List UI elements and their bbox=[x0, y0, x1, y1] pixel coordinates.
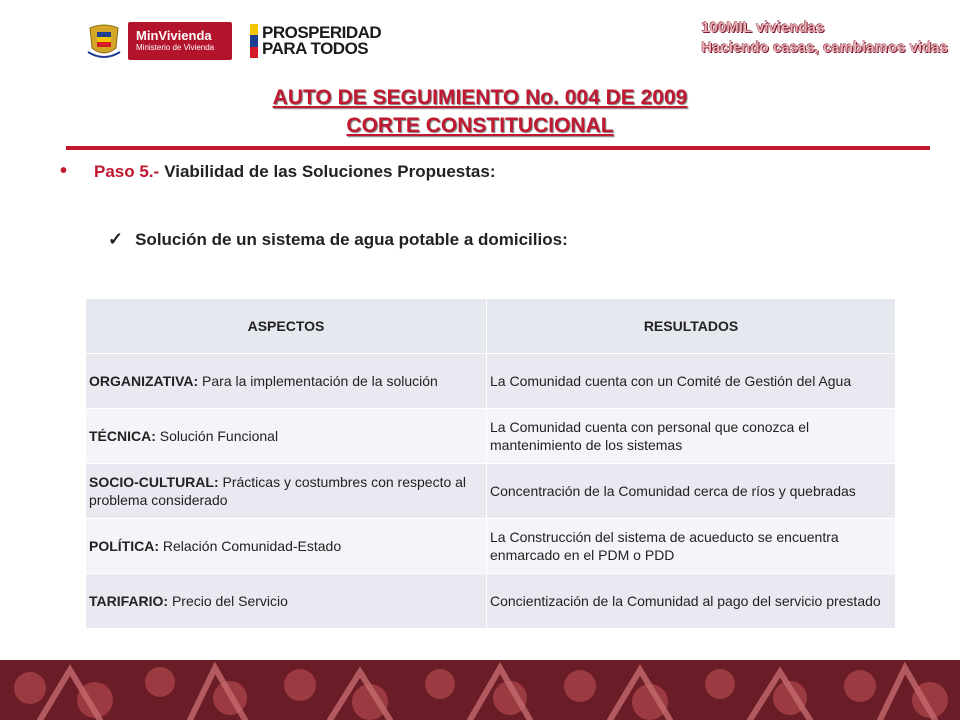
table-row bbox=[86, 574, 896, 629]
aspect-text: Precio del Servicio bbox=[168, 593, 288, 609]
header-resultados: RESULTADOS bbox=[487, 299, 896, 354]
prosperidad-line2: PARA TODOS bbox=[262, 39, 369, 58]
aspect-text: Prácticas y costumbres con respecto al problema considerado bbox=[89, 474, 467, 508]
table-row bbox=[86, 519, 896, 574]
result-cell: La Comunidad cuenta con un Comité de Gestión del Agua bbox=[487, 354, 896, 409]
slogan-line1: 100MIL viviendas bbox=[701, 19, 825, 36]
aspect-text: Relación Comunidad-Estado bbox=[159, 538, 342, 554]
check-text: Solución de un sistema de agua potable a domicilios: bbox=[135, 229, 568, 249]
slogan bbox=[701, 18, 948, 58]
prosperidad-line1: PROSPERIDAD bbox=[262, 23, 382, 42]
bullet-paso bbox=[60, 160, 496, 183]
result-cell: La Construcción del sistema de acueducto se encuentra enmarcado en el PDM o PDD bbox=[487, 519, 896, 574]
aspect-label: TÉCNICA: bbox=[89, 428, 156, 444]
page-title bbox=[0, 84, 960, 140]
aspect-label: ORGANIZATIVA: bbox=[89, 373, 199, 389]
prosperidad-logo bbox=[250, 24, 381, 58]
aspect-cell bbox=[86, 574, 487, 629]
bullet-icon: • bbox=[60, 160, 68, 182]
result-cell: La Comunidad cuenta con personal que conozca el mantenimiento de los sistemas bbox=[487, 409, 896, 464]
aspect-cell bbox=[86, 354, 487, 409]
title-divider bbox=[66, 146, 930, 150]
colombia-crest-icon bbox=[86, 22, 122, 60]
aspect-label: SOCIO-CULTURAL: bbox=[89, 474, 219, 490]
ministry-name: MinVivienda bbox=[136, 28, 212, 43]
results-table bbox=[86, 299, 896, 629]
result-cell: Concentración de la Comunidad cerca de ríos y quebradas bbox=[487, 464, 896, 519]
result-cell: Concientización de la Comunidad al pago del servicio prestado bbox=[487, 574, 896, 629]
ministry-sub: Ministerio de Vivienda bbox=[136, 43, 215, 52]
aspect-cell bbox=[86, 519, 487, 574]
slogan-line2: Haciendo casas, cambiamos vidas bbox=[701, 39, 948, 56]
aspect-cell bbox=[86, 409, 487, 464]
aspect-cell bbox=[86, 464, 487, 519]
table-row bbox=[86, 354, 896, 409]
paso-text: Viabilidad de las Soluciones Propuestas: bbox=[164, 161, 496, 181]
crowd-photo-banner bbox=[0, 660, 960, 720]
checkmark-icon: ✓ bbox=[108, 229, 124, 249]
table-row bbox=[86, 464, 896, 519]
minvivienda-logo bbox=[128, 22, 232, 60]
aspect-label: POLÍTICA: bbox=[89, 538, 159, 554]
paso-label: Paso 5.- bbox=[94, 161, 160, 181]
aspect-label: TARIFARIO: bbox=[89, 593, 169, 609]
flag-bars-icon bbox=[250, 24, 258, 58]
aspect-text: Para la implementación de la solución bbox=[198, 373, 438, 389]
aspect-text: Solución Funcional bbox=[155, 428, 279, 444]
check-item bbox=[108, 229, 568, 250]
title-line1: AUTO DE SEGUIMIENTO No. 004 DE 2009 bbox=[272, 86, 688, 109]
header-logos bbox=[86, 20, 381, 62]
title-line2: CORTE CONSTITUCIONAL bbox=[346, 114, 614, 137]
table-row bbox=[86, 409, 896, 464]
header-aspectos: ASPECTOS bbox=[86, 299, 487, 354]
